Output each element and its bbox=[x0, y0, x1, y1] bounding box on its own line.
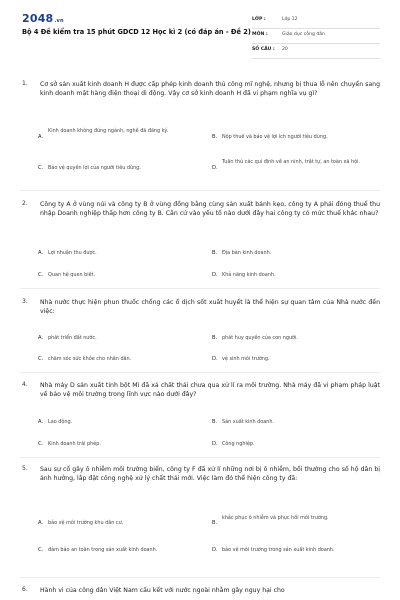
option-letter: D. bbox=[212, 547, 218, 553]
question-text: Sau sự cố gây ô nhiễm môi trường biển, công ty F đã xử lí những nơi bị ô nhiễm, bồi thường cho số hộ dân bị ảnh hưởng, lắp đặt công nghệ xử lý chất thải mới. Việc làm đó thể hiện công ty đã: bbox=[40, 466, 380, 483]
option-text: Bảo vệ quyền lợi của người tiêu dùng. bbox=[48, 165, 141, 171]
option-text: bảo vệ môi trường khu dân cư. bbox=[48, 520, 124, 526]
question-number: 6. bbox=[22, 586, 28, 593]
question-number: 2. bbox=[22, 200, 28, 207]
question-number: 3. bbox=[22, 298, 28, 305]
question-text: Nhà máy D sản xuất tinh bột Mì đã xả chất thải chưa qua xử lí ra môi trường. Nhà máy đã vi phạm pháp luật về bảo vệ môi trường trong lĩnh vực nào dưới đây? bbox=[40, 382, 380, 399]
option-text: Lợi nhuận thu được. bbox=[48, 250, 97, 256]
option-letter: D. bbox=[212, 441, 218, 447]
option-letter: A. bbox=[38, 250, 44, 256]
option-text: Lao động. bbox=[48, 419, 73, 425]
option-letter: B. bbox=[212, 250, 218, 256]
question-text: Cơ sở sản xuất kinh doanh H được cấp phép kinh doanh thủ công mĩ nghệ, nhưng bị thua lỗ nên chuyển sang kinh doanh mặt hàng điện thoại di động. Vậy cơ sở kinh doanh H đã vi phạm nghĩa vụ gì? bbox=[40, 81, 380, 98]
divider bbox=[20, 288, 380, 289]
option-text: đảm bảo an toàn trong sản xuất kinh doanh. bbox=[48, 547, 158, 553]
meta-value: 20 bbox=[282, 47, 288, 52]
option-text: phát huy quyền của con người. bbox=[222, 335, 298, 341]
meta-label: MÔN : bbox=[252, 32, 268, 37]
option-letter: D. bbox=[212, 165, 218, 171]
question-text: Nhà nước thực hiện phun thuốc chống các ổ dịch sốt xuất huyết là thể hiện sự quan tâm của Nhà nước đến việc: bbox=[40, 299, 380, 316]
option-letter: B. bbox=[212, 419, 218, 425]
question-text: Công ty A ở vùng núi và công ty B ở vùng đồng bằng cùng sản xuất bánh kẹo, công ty A phải đóng thuế thu nhập Doanh nghiệp thấp hơn công ty B. Căn cứ vào yếu tố nào dưới đây hai công ty có mức thuế khác nhau? bbox=[40, 201, 380, 218]
question-number: 1. bbox=[22, 80, 28, 87]
option-text: Quan hệ quen biết. bbox=[48, 272, 96, 278]
option-text: Tuân thủ các qui định về an ninh, trật tự, an toàn xã hội. bbox=[222, 159, 360, 165]
option-text: Sản xuất kinh doanh. bbox=[222, 419, 275, 425]
logo-suffix: .vn bbox=[54, 18, 64, 24]
meta-row-class bbox=[252, 14, 380, 29]
option-text: Địa bàn kinh doanh. bbox=[222, 250, 272, 256]
meta-label: LỚP : bbox=[252, 17, 266, 22]
option-letter: A. bbox=[38, 520, 44, 526]
option-text: Khả năng kinh doanh. bbox=[222, 272, 276, 278]
option-letter: D. bbox=[212, 356, 218, 362]
meta-label: SỐ CÂU : bbox=[252, 47, 275, 52]
logo-main: 2048 bbox=[22, 12, 54, 25]
option-letter: C. bbox=[38, 441, 44, 447]
option-letter: B. bbox=[212, 335, 218, 341]
option-text: bảo vệ môi trường trong sản xuất kinh doanh. bbox=[222, 547, 335, 553]
meta-value: Lớp 12 bbox=[282, 17, 298, 22]
document-title: Bộ 4 Đề kiểm tra 15 phút GDCD 12 Học kì 2 (có đáp án - Đề 2) bbox=[22, 28, 251, 36]
meta-row-count bbox=[252, 44, 380, 59]
document-meta bbox=[252, 14, 380, 59]
meta-value: Giáo dục công dân bbox=[282, 32, 326, 37]
meta-row-subject bbox=[252, 29, 380, 44]
option-letter: D. bbox=[212, 272, 218, 278]
divider bbox=[20, 190, 380, 191]
option-letter: C. bbox=[38, 356, 44, 362]
option-text: Kinh doanh trái phép. bbox=[48, 441, 101, 447]
option-text: Công nghiệp. bbox=[222, 441, 255, 447]
question-number: 5. bbox=[22, 465, 28, 472]
option-letter: B. bbox=[212, 134, 218, 140]
option-letter: C. bbox=[38, 165, 44, 171]
option-text: chăm sóc sức khỏe cho nhân dân. bbox=[48, 356, 132, 362]
option-text: vệ sinh môi trường. bbox=[222, 356, 270, 362]
option-text: phát triển đất nước. bbox=[48, 335, 97, 341]
option-text: Nộp thuế và bảo vệ lợi ích người tiêu dùng. bbox=[222, 134, 328, 140]
site-logo[interactable] bbox=[22, 12, 64, 25]
question-number: 4. bbox=[22, 381, 28, 388]
option-text: Kinh doanh không đúng ngành, nghề đã đăng ký. bbox=[48, 128, 169, 134]
divider bbox=[20, 457, 380, 458]
question-text: Hành vi của công dân Việt Nam cấu kết với nước ngoài nhằm gây nguy hại cho bbox=[40, 587, 285, 594]
option-letter: C. bbox=[38, 272, 44, 278]
divider bbox=[20, 577, 380, 578]
option-letter: A. bbox=[38, 419, 44, 425]
option-letter: A. bbox=[38, 335, 44, 341]
option-letter: A. bbox=[38, 134, 44, 140]
option-text: khắc phục ô nhiễm và phục hồi môi trường. bbox=[222, 515, 329, 521]
divider bbox=[20, 372, 380, 373]
option-letter: B. bbox=[212, 520, 218, 526]
option-letter: C. bbox=[38, 547, 44, 553]
page-header bbox=[0, 0, 400, 64]
